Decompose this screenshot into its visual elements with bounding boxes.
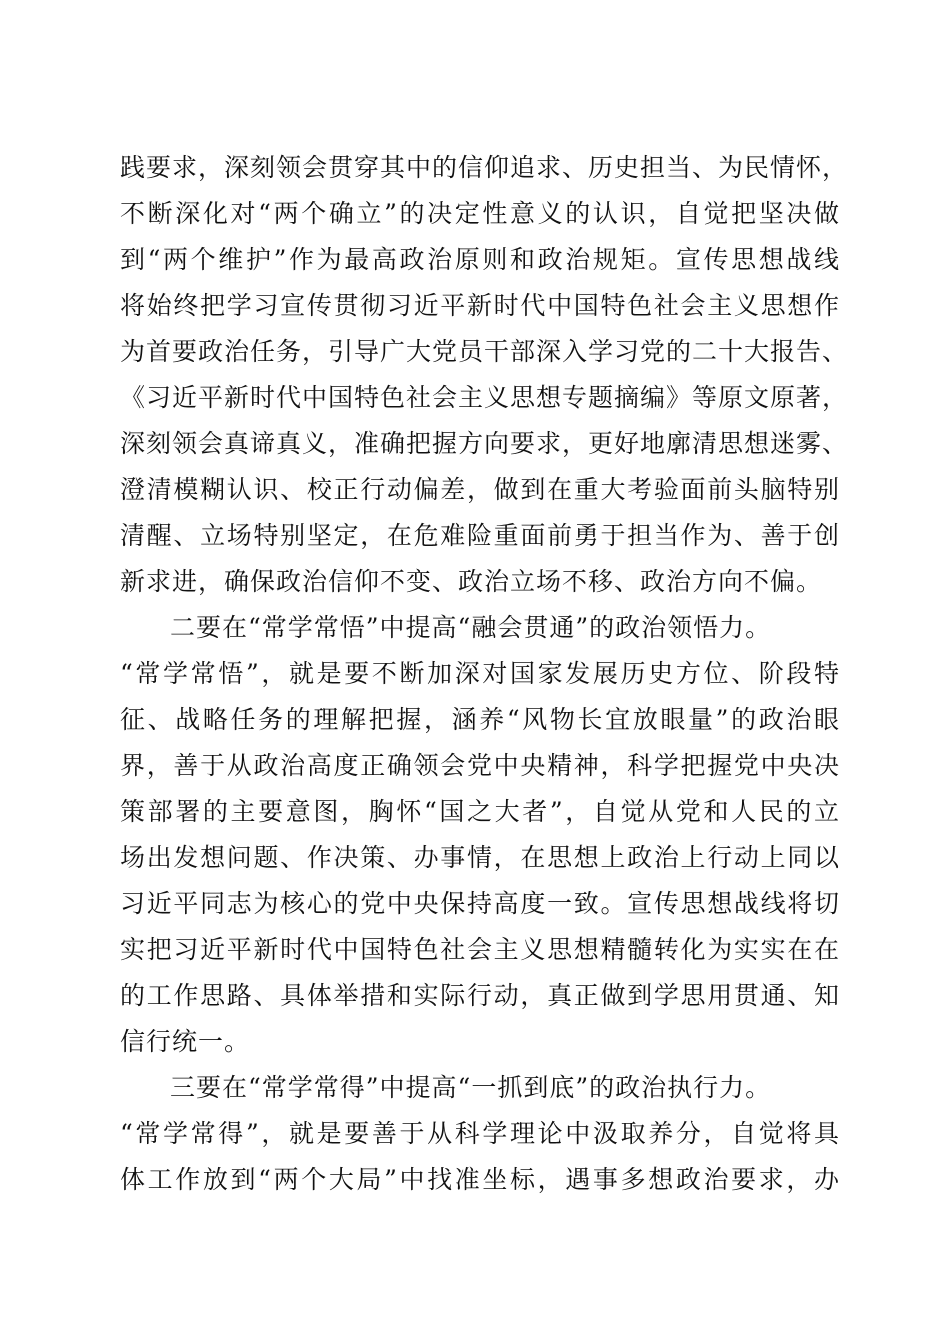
text-line: 体工作放到“两个大局”中找准坐标，遇事多想政治要求，办 xyxy=(120,1165,840,1194)
text-line: 信行统一。 xyxy=(120,1027,251,1056)
text-line: 到“两个维护”作为最高政治原则和政治规矩。宣传思想战线 xyxy=(120,245,840,274)
text-line: 不断深化对“两个确立”的决定性意义的认识，自觉把坚决做 xyxy=(120,199,840,228)
paragraph-heading: 二要在“常学常悟”中提高“融会贯通”的政治领悟力。 xyxy=(170,613,772,642)
text-line: 澄清模糊认识、校正行动偏差，做到在重大考验面前头脑特别 xyxy=(120,475,840,504)
text-line: “常学常悟”，就是要不断加深对国家发展历史方位、阶段特 xyxy=(120,659,840,688)
text-line: 策部署的主要意图，胸怀“国之大者”，自觉从党和人民的立 xyxy=(120,797,840,826)
text-line: 深刻领会真谛真义，准确把握方向要求，更好地廓清思想迷雾、 xyxy=(120,429,849,458)
text-line: 践要求，深刻领会贯穿其中的信仰追求、历史担当、为民情怀， xyxy=(120,153,849,182)
text-line: 习近平同志为核心的党中央保持高度一致。宣传思想战线将切 xyxy=(120,889,840,918)
paragraph-heading: 三要在“常学常得”中提高“一抓到底”的政治执行力。 xyxy=(170,1073,772,1102)
text-line: 新求进，确保政治信仰不变、政治立场不移、政治方向不偏。 xyxy=(120,567,823,596)
text-line: 为首要政治任务，引导广大党员干部深入学习党的二十大报告、 xyxy=(120,337,849,366)
text-line: “常学常得”，就是要善于从科学理论中汲取养分，自觉将具 xyxy=(120,1119,840,1148)
text-line: 的工作思路、具体举措和实际行动，真正做到学思用贯通、知 xyxy=(120,981,840,1010)
text-line: 清醒、立场特别坚定，在危难险重面前勇于担当作为、善于创 xyxy=(120,521,840,550)
text-line: 将始终把学习宣传贯彻习近平新时代中国特色社会主义思想作 xyxy=(120,291,840,320)
text-line: 场出发想问题、作决策、办事情，在思想上政治上行动上同以 xyxy=(120,843,840,872)
body-text xyxy=(120,145,849,1203)
text-line: 实把习近平新时代中国特色社会主义思想精髓转化为实实在在 xyxy=(120,935,840,964)
text-line: 界，善于从政治高度正确领会党中央精神，科学把握党中央决 xyxy=(120,751,840,780)
text-line: 征、战略任务的理解把握，涵养“风物长宜放眼量”的政治眼 xyxy=(120,705,840,734)
text-line: 《习近平新时代中国特色社会主义思想专题摘编》等原文原著， xyxy=(120,383,849,412)
